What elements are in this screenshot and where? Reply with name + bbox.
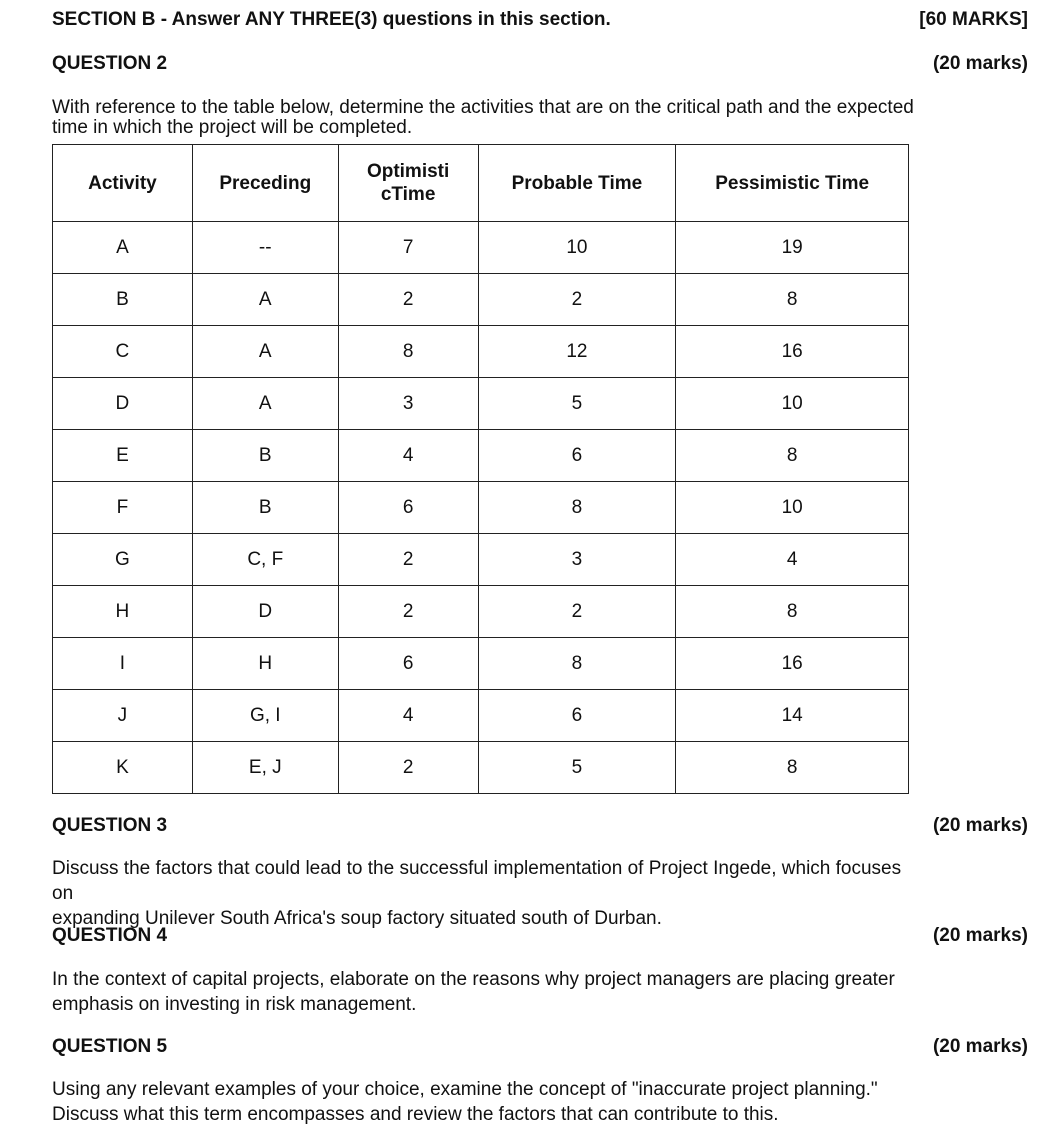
- table-row: [53, 430, 909, 482]
- cell-pessimistic: 8: [676, 430, 909, 482]
- cell-pessimistic: 16: [676, 638, 909, 690]
- question-3-text-line-2: expanding Unilever South Africa's soup factory situated south of Durban.: [52, 908, 662, 929]
- question-2-label: QUESTION 2: [52, 53, 168, 74]
- question-4-text-line-1: In the context of capital projects, elaborate on the reasons why project managers are placing greater: [52, 969, 895, 990]
- cell-pessimistic: 8: [676, 586, 909, 638]
- table-row: [53, 326, 909, 378]
- table-row: [53, 274, 909, 326]
- cell-activity: B: [53, 274, 193, 326]
- table-body: [53, 222, 909, 794]
- question-5-marks: (20 marks): [932, 1036, 1028, 1057]
- cell-pessimistic: 19: [676, 222, 909, 274]
- cell-optimistic: 2: [338, 534, 478, 586]
- cell-pessimistic: 8: [676, 274, 909, 326]
- cell-preceding: H: [192, 638, 338, 690]
- cell-optimistic: 7: [338, 222, 478, 274]
- cell-activity: H: [53, 586, 193, 638]
- table-row: [53, 586, 909, 638]
- cell-activity: K: [53, 742, 193, 794]
- question-4-marks: (20 marks): [932, 925, 1028, 946]
- cell-optimistic: 4: [338, 430, 478, 482]
- cell-pessimistic: 16: [676, 326, 909, 378]
- cell-probable: 3: [478, 534, 676, 586]
- cell-preceding: A: [192, 274, 338, 326]
- cell-probable: 8: [478, 482, 676, 534]
- cell-preceding: B: [192, 482, 338, 534]
- cell-probable: 6: [478, 690, 676, 742]
- question-5-label: QUESTION 5: [52, 1036, 168, 1057]
- cell-preceding: A: [192, 378, 338, 430]
- cell-activity: D: [53, 378, 193, 430]
- cell-probable: 10: [478, 222, 676, 274]
- cell-optimistic: 4: [338, 690, 478, 742]
- cell-pessimistic: 10: [676, 378, 909, 430]
- header-activity: Activity: [53, 145, 193, 222]
- question-4-text-line-2: emphasis on investing in risk management.: [52, 994, 417, 1015]
- cell-pessimistic: 10: [676, 482, 909, 534]
- header-optimistic-line-1: Optimisti: [366, 161, 450, 182]
- question-3-label: QUESTION 3: [52, 815, 168, 836]
- header-pessimistic-time: Pessimistic Time: [676, 145, 909, 222]
- header-optimistic-time: [338, 145, 478, 222]
- cell-activity: I: [53, 638, 193, 690]
- cell-pessimistic: 14: [676, 690, 909, 742]
- cell-activity: A: [53, 222, 193, 274]
- question-5-text: [52, 1077, 922, 1127]
- cell-probable: 8: [478, 638, 676, 690]
- cell-optimistic: 8: [338, 326, 478, 378]
- cell-preceding: A: [192, 326, 338, 378]
- table-row: [53, 378, 909, 430]
- cell-optimistic: 2: [338, 742, 478, 794]
- question-4-label: QUESTION 4: [52, 925, 168, 946]
- cell-optimistic: 6: [338, 638, 478, 690]
- question-2-text: [52, 95, 922, 140]
- cell-probable: 12: [478, 326, 676, 378]
- cell-pessimistic: 4: [676, 534, 909, 586]
- table-row: [53, 482, 909, 534]
- header-optimistic-line-2: cTime: [380, 184, 436, 205]
- table-row: [53, 638, 909, 690]
- question-3-text: [52, 856, 922, 931]
- cell-optimistic: 6: [338, 482, 478, 534]
- cell-preceding: D: [192, 586, 338, 638]
- cell-preceding: E, J: [192, 742, 338, 794]
- cell-probable: 6: [478, 430, 676, 482]
- table-row: [53, 534, 909, 586]
- header-preceding: Preceding: [192, 145, 338, 222]
- question-2-marks: (20 marks): [932, 53, 1028, 74]
- cell-probable: 2: [478, 586, 676, 638]
- question-2-text-line-2: time in which the project will be completed.: [52, 117, 413, 138]
- table-row: [53, 690, 909, 742]
- question-3-marks: (20 marks): [932, 815, 1028, 836]
- question-5-text-line-1: Using any relevant examples of your choice, examine the concept of "inaccurate project planning.": [52, 1079, 878, 1100]
- question-5-text-line-2: Discuss what this term encompasses and review the factors that can contribute to this.: [52, 1104, 779, 1125]
- question-2-text-line-1: With reference to the table below, determine the activities that are on the critical path and the expected: [52, 97, 914, 118]
- activity-table: [52, 144, 909, 794]
- cell-activity: C: [53, 326, 193, 378]
- question-3-text-line-1: Discuss the factors that could lead to the successful implementation of Project Ingede, which focuses on: [52, 858, 902, 904]
- section-title: SECTION B - Answer ANY THREE(3) questions in this section.: [52, 9, 611, 30]
- cell-probable: 5: [478, 378, 676, 430]
- cell-activity: F: [53, 482, 193, 534]
- cell-probable: 5: [478, 742, 676, 794]
- table-row: [53, 742, 909, 794]
- cell-activity: E: [53, 430, 193, 482]
- cell-preceding: G, I: [192, 690, 338, 742]
- section-marks: [60 MARKS]: [919, 9, 1028, 30]
- question-4-text: [52, 967, 922, 1017]
- cell-optimistic: 3: [338, 378, 478, 430]
- cell-preceding: C, F: [192, 534, 338, 586]
- table-header-row: [53, 145, 909, 222]
- cell-optimistic: 2: [338, 274, 478, 326]
- cell-optimistic: 2: [338, 586, 478, 638]
- cell-activity: J: [53, 690, 193, 742]
- cell-probable: 2: [478, 274, 676, 326]
- cell-preceding: --: [192, 222, 338, 274]
- cell-pessimistic: 8: [676, 742, 909, 794]
- header-probable-time: Probable Time: [478, 145, 676, 222]
- cell-preceding: B: [192, 430, 338, 482]
- cell-activity: G: [53, 534, 193, 586]
- table-row: [53, 222, 909, 274]
